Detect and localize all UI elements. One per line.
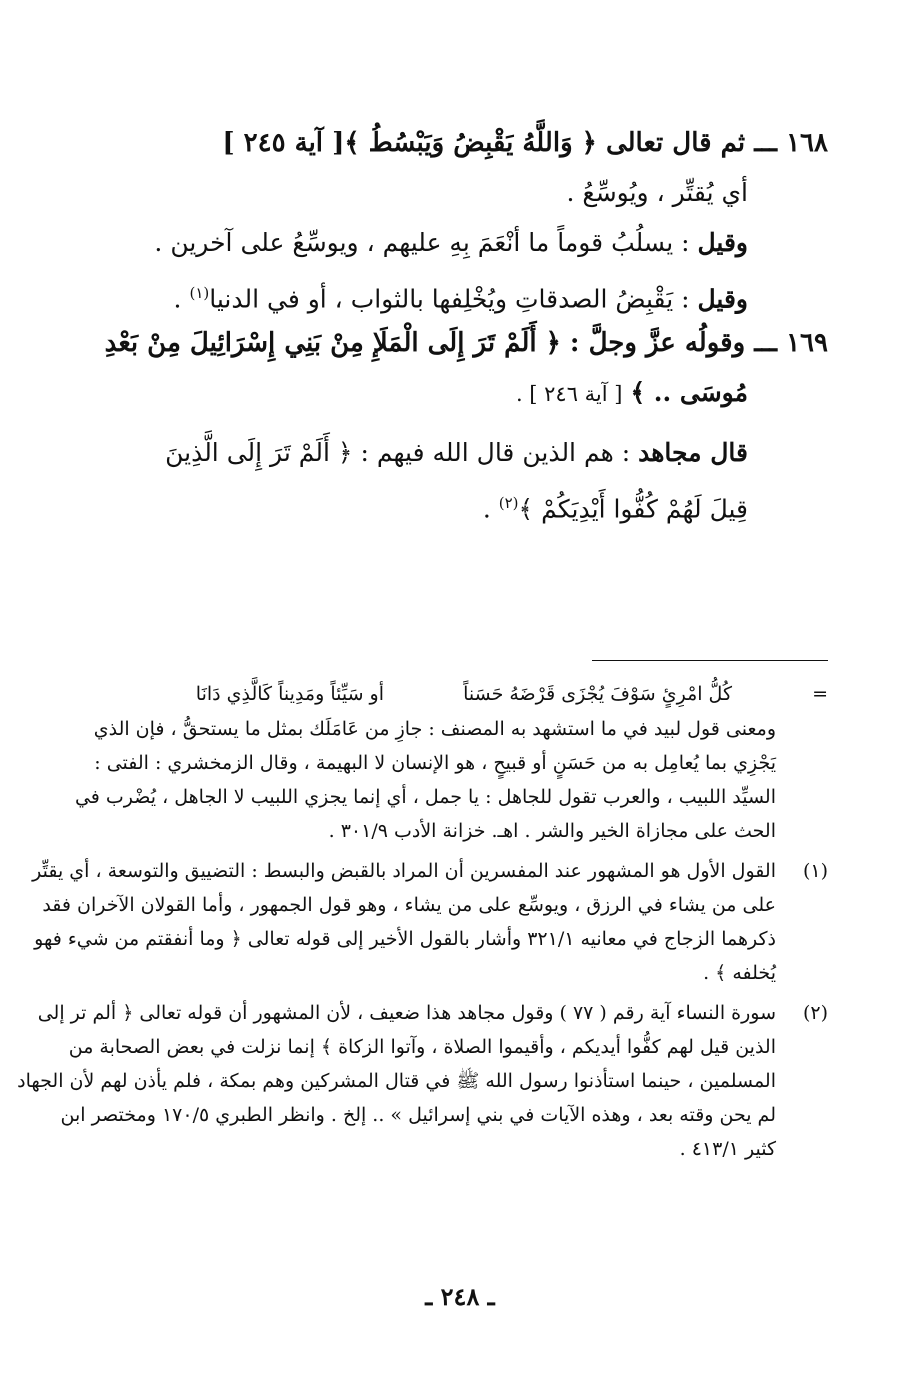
poem-hemistich-1: كُلُّ امْرِئٍ سَوْفَ يُجْزَى قَرْضَهُ حَسَناً xyxy=(463,683,732,705)
footnote-line: لم يحن وقته بعد ، وهذه الآيات في بني إسرائيل » .. إلخ . وانظر الطبري ١٧٠/٥ ومختصر ابن xyxy=(60,1104,776,1126)
entry-169-label: قال مجاهد xyxy=(638,438,748,467)
continuation-mark: = xyxy=(812,683,828,705)
entry-169-verse-end: مُوسَى .. ﴾ xyxy=(630,378,748,407)
entry-168-label-2: وقيل xyxy=(697,284,748,314)
footnote-line: المسلمين ، حينما استأذنوا رسول الله ﷺ في قتال المشركين وهم بمكة ، فلم يأذن لهم لأن الجهاد xyxy=(17,1070,776,1092)
entry-169-line-2 xyxy=(100,368,828,418)
footnote-line: يُخلفه ﴾ . xyxy=(703,962,776,984)
entry-169-verse-ref: [ آية ٢٤٦ ] . xyxy=(515,382,623,406)
footnote-ref-2: (٢) xyxy=(498,494,519,512)
entry-168-line-3 xyxy=(100,218,828,268)
entry-169-text: : هم الذين قال الله فيهم : ﴿ أَلَمْ تَرَ إِلَى الَّذِينَ xyxy=(165,438,631,467)
entry-168-label-1: وقيل xyxy=(697,228,748,257)
poem-hemistich-2: أو سَيِّئاً ومَدِيناً كَالَّذِي دَانَا xyxy=(195,683,384,705)
entry-168-end: . xyxy=(173,284,190,314)
footnote-2 xyxy=(17,996,828,1166)
footnote-line: ذكرهما الزجاج في معانيه ٣٢١/١ وأشار بالقول الأخير إلى قوله تعالى ﴿ وما أنفقتم من شيء فهو xyxy=(34,928,776,950)
footnote-line: سورة النساء آية رقم ( ٧٧ ) وقول مجاهد هذا ضعيف ، لأن المشهور أن قوله تعالى ﴿ ألم تر إلى xyxy=(37,1002,776,1024)
footnote-line: كثير ٤١٣/١ . xyxy=(679,1138,776,1160)
entry-169-line-4 xyxy=(100,478,828,528)
footnotes xyxy=(17,676,828,1166)
entry-169-line-1: ١٦٩ ـــ وقولُه عزَّ وجلَّ : ﴿ أَلَمْ تَرَ إِلَى الْمَلَإِ مِنْ بَنِي إِسْرَائِيلَ مِنْ بَعْدِ xyxy=(104,328,828,358)
footnote-separator xyxy=(592,660,828,661)
entry-168-line-2: أي يُقتِّر ، ويُوسِّعُ . xyxy=(566,178,748,207)
footnote-1 xyxy=(32,854,828,990)
entry-169-line-3 xyxy=(100,428,828,478)
footnote-continuation xyxy=(74,712,828,848)
footnote-line: ومعنى قول لبيد في ما استشهد به المصنف : جازِ من عَامَلَك بمثل ما يستحقُّ ، فإن الذي xyxy=(93,718,776,740)
poem-verse xyxy=(100,676,828,712)
page-number: ـ ٢٤٨ ـ xyxy=(425,1282,495,1311)
footnote-line: الحث على مجازاة الخير والشر . اهـ. خزانة الأدب ٣٠١/٩ . xyxy=(328,820,776,842)
entry-168-line-1: ١٦٨ ـــ ثم قال تعالى ﴿ وَاللَّهُ يَقْبِضُ وَيَبْسُطُ ﴾[ آية ٢٤٥ ] xyxy=(222,128,828,158)
footnote-2-mark: (٢) xyxy=(802,1002,828,1024)
footnote-line: القول الأول هو المشهور عند المفسرين أن المراد بالقبض والبسط : التضييق والتوسعة ، أي يقتِّر xyxy=(32,860,776,882)
footnote-line: الذين قيل لهم كفُّوا أيديكم ، وأقيموا الصلاة ، وآتوا الزكاة ﴾ إنما نزلت في بعض الصحابة من xyxy=(68,1036,776,1058)
entry-169-end: . xyxy=(482,494,499,524)
footnote-ref-1: (١) xyxy=(189,284,210,302)
entry-168-text-1: : يسلُبُ قوماً ما أنْعَمَ بِهِ عليهم ، ويوسِّعُ على آخرين . xyxy=(154,228,690,257)
footnote-line: على من يشاء في الرزق ، ويوسِّع على من يشاء ، وهو قول الجمهور ، وأما القولان الآخران فقد xyxy=(42,894,776,916)
footnote-line: يَجْزِي بما يُعامِل به من حَسَنٍ أو قبيحٍ ، هو الإنسان لا البهيمة ، وقال الزمخشري : الفتى : xyxy=(94,752,776,774)
entry-168-text-2: : يَقْبِضُ الصدقاتِ ويُخْلِفها بالثواب ، أو في الدنيا xyxy=(209,284,690,314)
footnote-1-mark: (١) xyxy=(802,860,828,882)
entry-168-line-4 xyxy=(100,268,828,318)
main-text xyxy=(100,118,828,528)
entry-169-verse-2: قِيلَ لَهُمْ كُفُّوا أَيْدِيَكُمْ ﴾ xyxy=(518,494,748,524)
footnote-line: السيِّد اللبيب ، والعرب تقول للجاهل : يا جمل ، أي إنما يجزي اللبيب لا الجاهل ، يُضْرب في xyxy=(74,786,776,808)
